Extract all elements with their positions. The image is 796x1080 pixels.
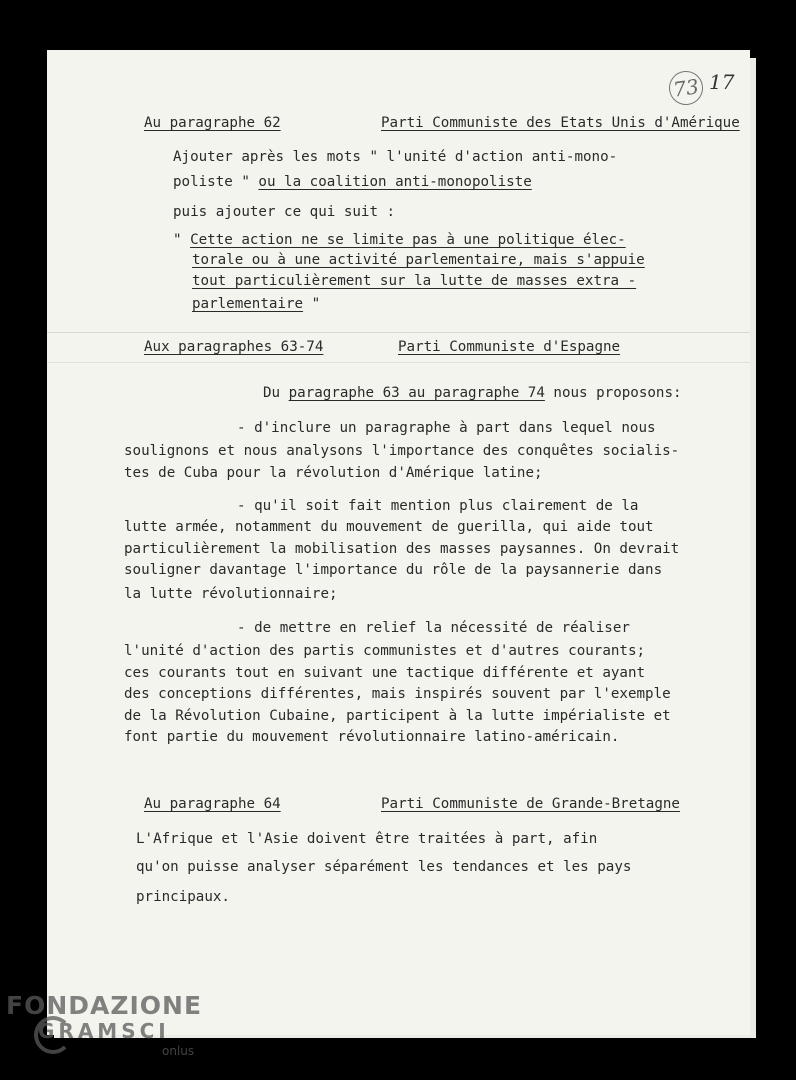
watermark-line2: GRAMSCI [38, 1019, 170, 1043]
text-line: - de mettre en relief la nécessité de réaliser [237, 620, 630, 636]
text-line: font partie du mouvement révolutionnaire latino-américain. [124, 729, 620, 745]
handwritten-page-number: 17 [709, 70, 735, 94]
section-heading: Au paragraphe 64 [144, 796, 281, 812]
watermark-line1: FONDAZIONE [6, 991, 203, 1020]
text-line: la lutte révolutionnaire; [124, 586, 338, 602]
text-line: de la Révolution Cubaine, participent à la lutte impérialiste et [124, 708, 671, 724]
text-line: soulignons et nous analysons l'importance des conquêtes socialis- [124, 443, 680, 459]
watermark [6, 992, 202, 1058]
text-line: L'Afrique et l'Asie doivent être traitées à part, afin [136, 831, 598, 847]
text-line: torale ou à une activité parlementaire, mais s'appuie [192, 252, 645, 268]
text-line: lutte armée, notamment du mouvement de guerilla, qui aide tout [124, 519, 654, 535]
text-line: tes de Cuba pour la révolution d'Amérique latine; [124, 465, 543, 481]
crease-line [47, 362, 750, 363]
text-line: l'unité d'action des partis communistes et d'autres courants; [124, 643, 646, 659]
section-party: Parti Communiste des Etats Unis d'Amérique [381, 115, 740, 131]
text-line: tout particulièrement sur la lutte de masses extra - [192, 273, 637, 289]
text-line: souligner davantage l'importance du rôle de la paysannerie dans [124, 562, 663, 578]
text-line: Du paragraphe 63 au paragraphe 74 nous proposons: [263, 385, 682, 401]
text-line: ces courants tout en suivant une tactique différente et ayant [124, 665, 646, 681]
section-heading: Au paragraphe 62 [144, 115, 281, 131]
text-line: - qu'il soit fait mention plus clairement de la [237, 498, 639, 514]
text-line: - d'inclure un paragraphe à part dans lequel nous [237, 420, 656, 436]
watermark-logo-icon [34, 1016, 72, 1054]
watermark-line3: onlus [162, 1044, 195, 1058]
text-line: " Cette action ne se limite pas à une politique élec- [173, 232, 626, 248]
text-line: puis ajouter ce qui suit : [173, 204, 396, 220]
text-line: qu'on puisse analyser séparément les tendances et les pays [136, 859, 632, 875]
page-number [669, 70, 734, 105]
text-line: poliste " ou la coalition anti-monopoliste [173, 174, 532, 190]
text-line: parlementaire " [192, 296, 321, 312]
text-line: principaux. [136, 889, 230, 905]
text-line: Ajouter après les mots " l'unité d'action anti-mono- [173, 149, 618, 165]
section-party: Parti Communiste d'Espagne [398, 339, 621, 355]
fold-line [47, 332, 750, 333]
text-line: des conceptions différentes, mais inspirés souvent par l'exemple [124, 686, 671, 702]
text-line: particulièrement la mobilisation des masses paysannes. On devrait [124, 541, 680, 557]
document-page [47, 50, 750, 1035]
section-party: Parti Communiste de Grande-Bretagne [381, 796, 680, 812]
circled-page-number: 73 [667, 69, 705, 107]
section-heading: Aux paragraphes 63-74 [144, 339, 324, 355]
